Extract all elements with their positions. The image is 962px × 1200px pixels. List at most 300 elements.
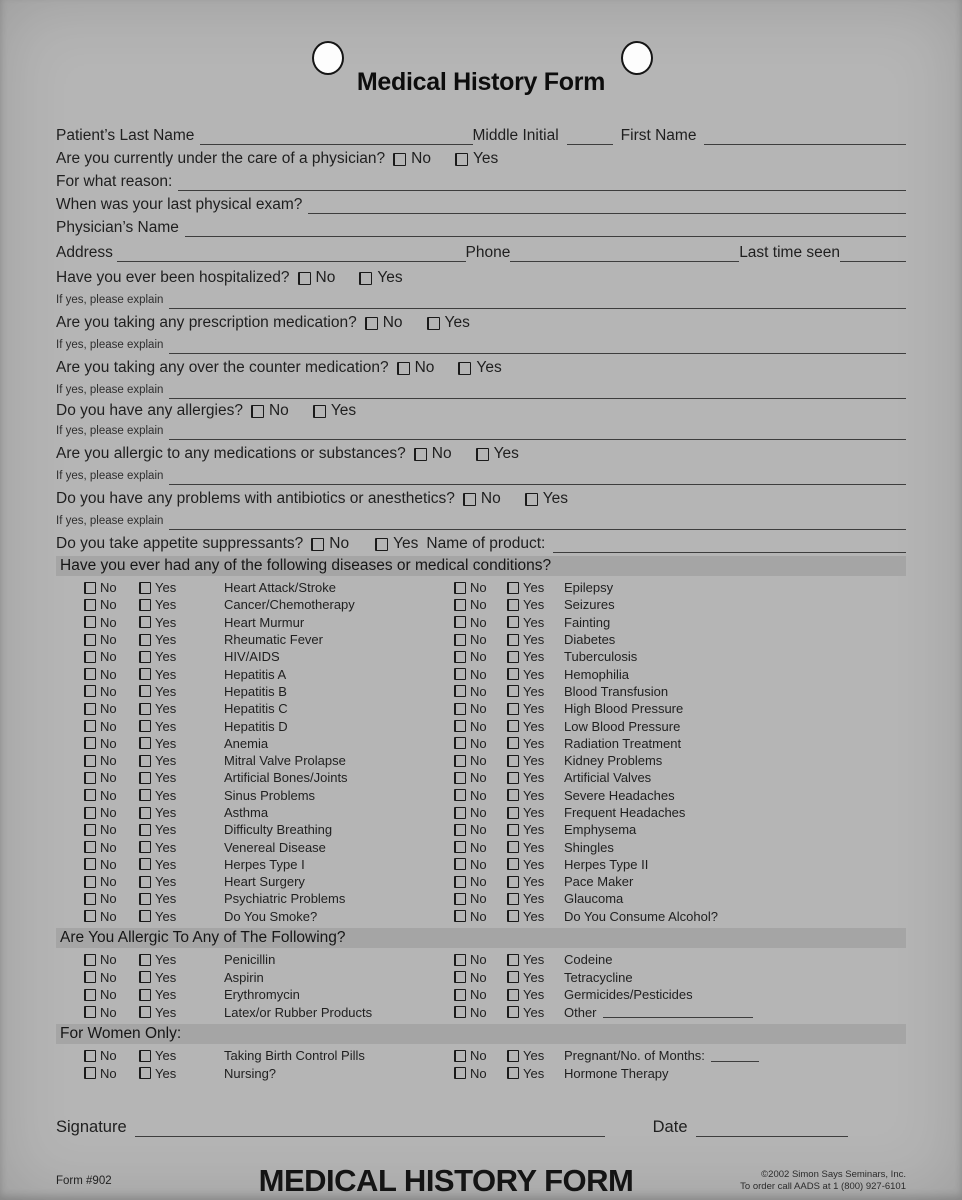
yes-label: Yes — [377, 269, 403, 286]
left-yes-option[interactable] — [139, 806, 224, 819]
no-checkbox[interactable] — [84, 668, 96, 680]
no-checkbox[interactable] — [454, 703, 466, 715]
no-checkbox[interactable] — [454, 582, 466, 594]
left-yes-option[interactable] — [139, 1067, 224, 1080]
yes-label: Yes — [493, 445, 519, 462]
yes-checkbox[interactable] — [476, 448, 489, 461]
yes-checkbox[interactable] — [139, 989, 151, 1001]
yes-option[interactable] — [375, 535, 418, 553]
date-blank[interactable] — [696, 1120, 848, 1137]
right-no-option[interactable] — [454, 953, 507, 966]
left-no-option[interactable] — [84, 892, 139, 905]
yes-checkbox[interactable] — [507, 703, 519, 715]
pregnant-months-blank[interactable] — [711, 1050, 759, 1062]
left-yes-option[interactable] — [139, 771, 224, 784]
left-yes-option[interactable] — [139, 858, 224, 871]
right-yes-option[interactable] — [507, 685, 564, 698]
right-yes-option[interactable] — [507, 988, 564, 1001]
yes-checkbox[interactable] — [507, 858, 519, 870]
left-yes-option[interactable] — [139, 1049, 224, 1062]
no-checkbox[interactable] — [454, 772, 466, 784]
left-no-option[interactable] — [84, 581, 139, 594]
page-title: Medical History Form — [356, 68, 606, 96]
right-no-option[interactable] — [454, 616, 507, 629]
yes-checkbox[interactable] — [427, 317, 440, 330]
yes-checkbox[interactable] — [507, 824, 519, 836]
left-yes-option[interactable] — [139, 1006, 224, 1019]
yes-checkbox[interactable] — [139, 668, 151, 680]
yes-option[interactable] — [313, 402, 356, 420]
no-option[interactable] — [393, 150, 431, 168]
yes-label: Yes — [155, 718, 177, 734]
yes-label: Yes — [523, 1048, 545, 1064]
no-checkbox[interactable] — [365, 317, 378, 330]
condition-right-label: Herpes Type II — [564, 856, 649, 872]
yes-checkbox[interactable] — [375, 538, 388, 551]
left-no-option[interactable] — [84, 823, 139, 836]
no-checkbox[interactable] — [393, 153, 406, 166]
yes-checkbox[interactable] — [139, 582, 151, 594]
right-no-option[interactable] — [454, 702, 507, 715]
no-checkbox[interactable] — [84, 971, 96, 983]
disease-row — [56, 717, 906, 734]
left-yes-option[interactable] — [139, 823, 224, 836]
left-no-option[interactable] — [84, 953, 139, 966]
right-no-option[interactable] — [454, 875, 507, 888]
last-time-seen-blank[interactable] — [840, 246, 906, 262]
left-yes-option[interactable] — [139, 616, 224, 629]
signature-blank[interactable] — [135, 1120, 605, 1137]
left-yes-option[interactable] — [139, 910, 224, 923]
disease-row — [56, 890, 906, 907]
left-no-option[interactable] — [84, 685, 139, 698]
explain-blank[interactable] — [169, 297, 906, 309]
no-checkbox[interactable] — [311, 538, 324, 551]
left-no-option[interactable] — [84, 841, 139, 854]
right-no-option[interactable] — [454, 806, 507, 819]
left-yes-option[interactable] — [139, 754, 224, 767]
no-checkbox[interactable] — [454, 616, 466, 628]
yes-checkbox[interactable] — [507, 841, 519, 853]
left-no-option[interactable] — [84, 771, 139, 784]
explain-line — [56, 464, 906, 485]
yes-checkbox[interactable] — [455, 153, 468, 166]
yes-checkbox[interactable] — [139, 807, 151, 819]
right-no-option[interactable] — [454, 823, 507, 836]
no-checkbox[interactable] — [84, 737, 96, 749]
yes-checkbox[interactable] — [507, 971, 519, 983]
yes-checkbox[interactable] — [507, 893, 519, 905]
yes-option[interactable] — [458, 359, 501, 377]
order-info-text: To order call AADS at 1 (800) 927-6101 — [740, 1180, 906, 1192]
yes-checkbox[interactable] — [139, 893, 151, 905]
right-yes-option[interactable] — [507, 910, 564, 923]
left-no-option[interactable] — [84, 910, 139, 923]
right-yes-option[interactable] — [507, 823, 564, 836]
right-yes-option[interactable] — [507, 858, 564, 871]
no-checkbox[interactable] — [454, 668, 466, 680]
explain-blank[interactable] — [169, 473, 906, 485]
right-no-option[interactable] — [454, 1006, 507, 1019]
yes-checkbox[interactable] — [507, 582, 519, 594]
left-yes-option[interactable] — [139, 720, 224, 733]
left-yes-option[interactable] — [139, 789, 224, 802]
no-checkbox[interactable] — [84, 685, 96, 697]
no-checkbox[interactable] — [454, 1006, 466, 1018]
no-checkbox[interactable] — [397, 362, 410, 375]
yes-checkbox[interactable] — [507, 599, 519, 611]
yes-label: Yes — [523, 822, 545, 838]
reason-blank[interactable] — [178, 175, 906, 191]
left-no-option[interactable] — [84, 737, 139, 750]
no-checkbox[interactable] — [84, 910, 96, 922]
yes-label: Yes — [155, 856, 177, 872]
left-no-option[interactable] — [84, 668, 139, 681]
women-right-label: Hormone Therapy — [564, 1065, 669, 1081]
other-label: Other — [564, 1004, 597, 1020]
right-no-option[interactable] — [454, 841, 507, 854]
right-yes-option[interactable] — [507, 702, 564, 715]
right-yes-option[interactable] — [507, 633, 564, 646]
left-yes-option[interactable] — [139, 685, 224, 698]
middle-initial-blank[interactable] — [567, 129, 613, 145]
yes-checkbox[interactable] — [359, 272, 372, 285]
yes-checkbox[interactable] — [139, 841, 151, 853]
yes-checkbox[interactable] — [139, 1006, 151, 1018]
allergy-row — [56, 986, 906, 1004]
yes-checkbox[interactable] — [507, 634, 519, 646]
right-yes-option[interactable] — [507, 581, 564, 594]
no-checkbox[interactable] — [454, 876, 466, 888]
no-checkbox[interactable] — [84, 634, 96, 646]
no-checkbox[interactable] — [84, 616, 96, 628]
right-yes-option[interactable] — [507, 875, 564, 888]
no-checkbox[interactable] — [84, 651, 96, 663]
right-yes-option[interactable] — [507, 616, 564, 629]
last-physical-line — [56, 192, 906, 214]
yes-checkbox[interactable] — [507, 989, 519, 1001]
right-yes-option[interactable] — [507, 1049, 564, 1062]
yes-checkbox[interactable] — [139, 772, 151, 784]
yes-option[interactable] — [476, 445, 519, 463]
right-no-option[interactable] — [454, 650, 507, 663]
yes-checkbox[interactable] — [139, 858, 151, 870]
yes-checkbox[interactable] — [139, 685, 151, 697]
yes-checkbox[interactable] — [139, 616, 151, 628]
left-no-option[interactable] — [84, 1006, 139, 1019]
condition-right-label: Kidney Problems — [564, 753, 663, 769]
left-no-option[interactable] — [84, 971, 139, 984]
left-no-option[interactable] — [84, 988, 139, 1001]
yes-label: Yes — [523, 891, 545, 907]
left-no-option[interactable] — [84, 702, 139, 715]
yes-checkbox[interactable] — [139, 1067, 151, 1079]
no-option[interactable] — [414, 445, 452, 463]
right-yes-option[interactable] — [507, 754, 564, 767]
right-yes-option[interactable] — [507, 971, 564, 984]
right-no-option[interactable] — [454, 971, 507, 984]
left-no-option[interactable] — [84, 598, 139, 611]
right-no-option[interactable] — [454, 668, 507, 681]
left-no-option[interactable] — [84, 875, 139, 888]
no-checkbox[interactable] — [454, 893, 466, 905]
no-checkbox[interactable] — [454, 824, 466, 836]
right-yes-option[interactable] — [507, 650, 564, 663]
right-yes-option[interactable] — [507, 1006, 564, 1019]
no-option[interactable] — [311, 535, 349, 553]
condition-right-label: Epilepsy — [564, 580, 614, 596]
no-checkbox[interactable] — [454, 720, 466, 732]
right-yes-option[interactable] — [507, 1067, 564, 1080]
no-checkbox[interactable] — [454, 910, 466, 922]
right-no-option[interactable] — [454, 754, 507, 767]
no-checkbox[interactable] — [84, 824, 96, 836]
phone-blank[interactable] — [510, 246, 739, 262]
right-no-option[interactable] — [454, 1067, 507, 1080]
left-yes-option[interactable] — [139, 633, 224, 646]
condition-left-label: Hepatitis B — [224, 683, 287, 699]
yes-checkbox[interactable] — [507, 737, 519, 749]
yes-checkbox[interactable] — [507, 685, 519, 697]
left-yes-option[interactable] — [139, 598, 224, 611]
no-checkbox[interactable] — [454, 599, 466, 611]
yes-option[interactable] — [455, 150, 498, 168]
last-name-blank[interactable] — [200, 129, 472, 145]
left-no-option[interactable] — [84, 789, 139, 802]
no-checkbox[interactable] — [454, 651, 466, 663]
no-checkbox[interactable] — [84, 841, 96, 853]
right-no-option[interactable] — [454, 789, 507, 802]
no-label: No — [315, 269, 336, 286]
left-yes-option[interactable] — [139, 737, 224, 750]
explain-blank[interactable] — [169, 387, 906, 399]
yes-checkbox[interactable] — [139, 1050, 151, 1062]
no-checkbox[interactable] — [84, 954, 96, 966]
no-checkbox[interactable] — [84, 703, 96, 715]
signature-line — [56, 1118, 906, 1137]
left-yes-option[interactable] — [139, 702, 224, 715]
yes-option[interactable] — [359, 269, 402, 287]
condition-right-label: Low Blood Pressure — [564, 718, 681, 734]
right-yes-option[interactable] — [507, 668, 564, 681]
explain-blank[interactable] — [169, 428, 906, 440]
right-yes-option[interactable] — [507, 789, 564, 802]
yes-checkbox[interactable] — [139, 971, 151, 983]
yes-checkbox[interactable] — [507, 1067, 519, 1079]
yes-checkbox[interactable] — [507, 772, 519, 784]
yes-option[interactable] — [525, 490, 568, 508]
no-checkbox[interactable] — [84, 807, 96, 819]
left-no-option[interactable] — [84, 1067, 139, 1080]
right-no-option[interactable] — [454, 737, 507, 750]
right-no-option[interactable] — [454, 1049, 507, 1062]
left-yes-option[interactable] — [139, 971, 224, 984]
yes-checkbox[interactable] — [139, 651, 151, 663]
no-checkbox[interactable] — [454, 1067, 466, 1079]
right-no-option[interactable] — [454, 685, 507, 698]
right-yes-option[interactable] — [507, 841, 564, 854]
right-no-option[interactable] — [454, 633, 507, 646]
yes-checkbox[interactable] — [139, 789, 151, 801]
right-yes-option[interactable] — [507, 771, 564, 784]
physician-name-blank[interactable] — [185, 221, 906, 237]
left-yes-option[interactable] — [139, 650, 224, 663]
left-yes-option[interactable] — [139, 953, 224, 966]
no-checkbox[interactable] — [454, 971, 466, 983]
no-checkbox[interactable] — [454, 685, 466, 697]
yes-label: Yes — [523, 856, 545, 872]
no-checkbox[interactable] — [454, 755, 466, 767]
right-yes-option[interactable] — [507, 737, 564, 750]
yes-checkbox[interactable] — [507, 668, 519, 680]
right-yes-option[interactable] — [507, 806, 564, 819]
left-yes-option[interactable] — [139, 988, 224, 1001]
no-checkbox[interactable] — [454, 737, 466, 749]
left-yes-option[interactable] — [139, 892, 224, 905]
explain-blank[interactable] — [169, 518, 906, 530]
right-no-option[interactable] — [454, 598, 507, 611]
right-no-option[interactable] — [454, 892, 507, 905]
no-checkbox[interactable] — [84, 755, 96, 767]
no-checkbox[interactable] — [454, 841, 466, 853]
right-no-option[interactable] — [454, 581, 507, 594]
yes-checkbox[interactable] — [139, 876, 151, 888]
no-checkbox[interactable] — [454, 789, 466, 801]
no-checkbox[interactable] — [84, 1067, 96, 1079]
no-label: No — [470, 805, 487, 820]
left-no-option[interactable] — [84, 1049, 139, 1062]
address-blank[interactable] — [117, 246, 466, 262]
no-option[interactable] — [463, 490, 501, 508]
no-checkbox[interactable] — [84, 772, 96, 784]
no-checkbox[interactable] — [84, 876, 96, 888]
no-option[interactable] — [298, 269, 336, 287]
yes-checkbox[interactable] — [507, 616, 519, 628]
no-checkbox[interactable] — [454, 807, 466, 819]
yes-option[interactable] — [427, 314, 470, 332]
no-checkbox[interactable] — [84, 989, 96, 1001]
yes-checkbox[interactable] — [313, 405, 326, 418]
yes-checkbox[interactable] — [507, 954, 519, 966]
no-checkbox[interactable] — [414, 448, 427, 461]
no-checkbox[interactable] — [251, 405, 264, 418]
yes-checkbox[interactable] — [139, 737, 151, 749]
pregnant-label: Pregnant/No. of Months: — [564, 1048, 705, 1064]
right-yes-option[interactable] — [507, 892, 564, 905]
yes-checkbox[interactable] — [139, 755, 151, 767]
yes-checkbox[interactable] — [139, 824, 151, 836]
yes-checkbox[interactable] — [139, 703, 151, 715]
no-checkbox[interactable] — [84, 858, 96, 870]
no-checkbox[interactable] — [463, 493, 476, 506]
explain-blank[interactable] — [169, 342, 906, 354]
right-yes-option[interactable] — [507, 953, 564, 966]
no-checkbox[interactable] — [84, 893, 96, 905]
explain-line — [56, 288, 906, 309]
condition-right-label: Shingles — [564, 839, 614, 855]
right-no-option[interactable] — [454, 720, 507, 733]
yes-checkbox[interactable] — [525, 493, 538, 506]
no-checkbox[interactable] — [454, 1050, 466, 1062]
right-no-option[interactable] — [454, 858, 507, 871]
yes-checkbox[interactable] — [507, 755, 519, 767]
yes-label: Yes — [155, 580, 177, 596]
right-no-option[interactable] — [454, 988, 507, 1001]
right-no-option[interactable] — [454, 771, 507, 784]
no-option[interactable] — [251, 402, 289, 420]
no-checkbox[interactable] — [84, 1006, 96, 1018]
no-checkbox[interactable] — [454, 954, 466, 966]
left-no-option[interactable] — [84, 858, 139, 871]
condition-left-label: Venereal Disease — [224, 839, 326, 855]
no-checkbox[interactable] — [84, 789, 96, 801]
right-yes-option[interactable] — [507, 720, 564, 733]
yes-checkbox[interactable] — [507, 1006, 519, 1018]
yes-checkbox[interactable] — [507, 1050, 519, 1062]
other-allergy-blank[interactable] — [603, 1006, 753, 1018]
question-text: Are you currently under the care of a physician? — [56, 150, 386, 167]
yes-checkbox[interactable] — [507, 807, 519, 819]
yes-checkbox[interactable] — [139, 634, 151, 646]
left-yes-option[interactable] — [139, 581, 224, 594]
left-no-option[interactable] — [84, 650, 139, 663]
right-no-option[interactable] — [454, 910, 507, 923]
allergen-left-label: Aspirin — [224, 969, 264, 985]
allergen-left-label: Penicillin — [224, 952, 276, 968]
yes-checkbox[interactable] — [507, 876, 519, 888]
yes-checkbox[interactable] — [139, 954, 151, 966]
first-name-blank[interactable] — [704, 129, 906, 145]
no-checkbox[interactable] — [84, 1050, 96, 1062]
left-no-option[interactable] — [84, 754, 139, 767]
no-checkbox[interactable] — [84, 582, 96, 594]
product-name-blank[interactable] — [553, 537, 906, 553]
yes-checkbox[interactable] — [507, 789, 519, 801]
no-checkbox[interactable] — [84, 720, 96, 732]
yes-checkbox[interactable] — [139, 720, 151, 732]
allergy-checklist — [56, 951, 906, 1021]
left-yes-option[interactable] — [139, 841, 224, 854]
left-no-option[interactable] — [84, 616, 139, 629]
right-yes-option[interactable] — [507, 598, 564, 611]
left-yes-option[interactable] — [139, 875, 224, 888]
yes-checkbox[interactable] — [507, 910, 519, 922]
form-body — [0, 121, 962, 1137]
left-no-option[interactable] — [84, 633, 139, 646]
left-no-option[interactable] — [84, 806, 139, 819]
no-checkbox[interactable] — [454, 634, 466, 646]
no-label: No — [100, 987, 117, 1003]
no-checkbox[interactable] — [454, 989, 466, 1001]
yes-checkbox[interactable] — [139, 910, 151, 922]
last-physical-blank[interactable] — [308, 198, 906, 214]
no-label: No — [470, 787, 487, 803]
yes-checkbox[interactable] — [139, 599, 151, 611]
no-checkbox[interactable] — [298, 272, 311, 285]
no-checkbox[interactable] — [454, 858, 466, 870]
yes-checkbox[interactable] — [458, 362, 471, 375]
no-option[interactable] — [365, 314, 403, 332]
left-yes-option[interactable] — [139, 668, 224, 681]
yes-label: Yes — [155, 735, 177, 751]
left-no-option[interactable] — [84, 720, 139, 733]
no-label: No — [470, 891, 487, 907]
yes-checkbox[interactable] — [507, 720, 519, 732]
yes-checkbox[interactable] — [507, 651, 519, 663]
no-option[interactable] — [397, 359, 435, 377]
no-checkbox[interactable] — [84, 599, 96, 611]
women-checklist — [56, 1047, 906, 1082]
